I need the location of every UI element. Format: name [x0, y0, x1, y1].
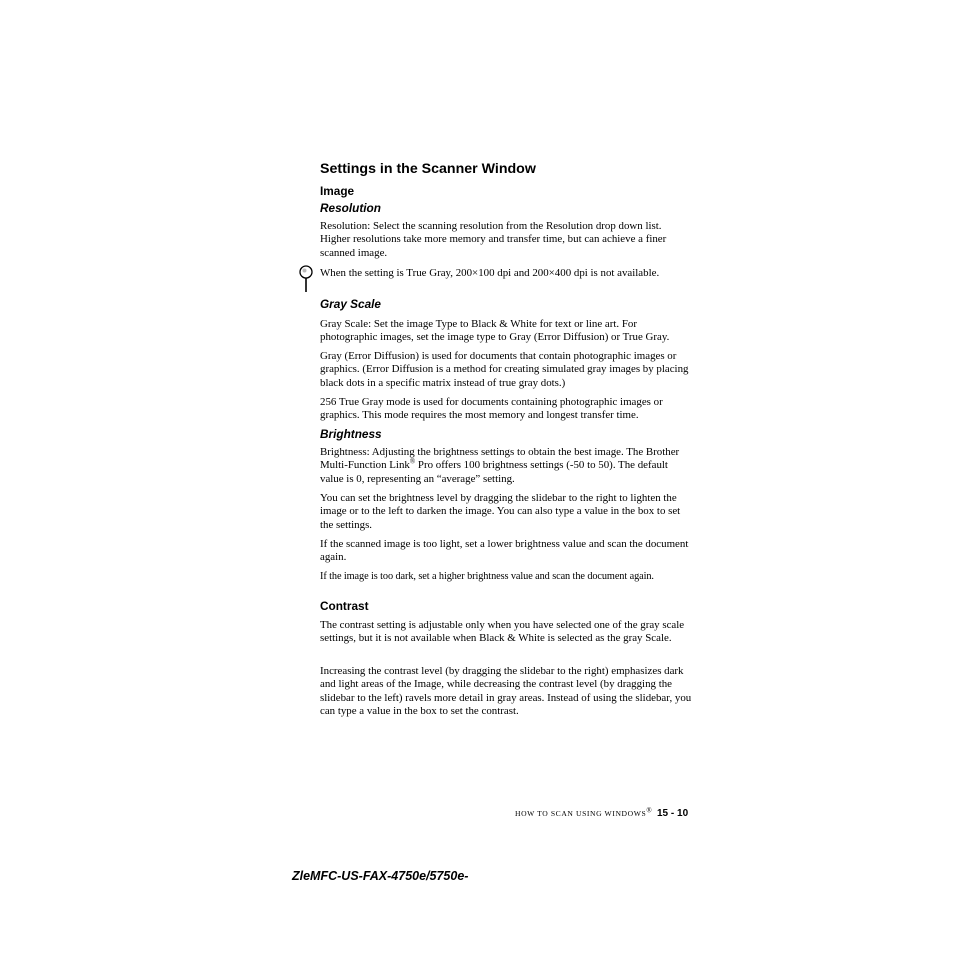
brightness-heading: Brightness: [320, 427, 382, 441]
contrast-paragraph-1: The contrast setting is adjustable only when you have selected one of the gray scale settings, but it is not available when Black & White is selected as the gray Scale.: [320, 619, 685, 645]
grayscale-paragraph-2: Gray (Error Diffusion) is used for documents that contain photographic images or graphics. (Error Diffusion is a method for creating simulated gray images by placing black dots in a specific matrix instead of true gray dots.): [320, 350, 689, 389]
page-number: 15 - 10: [657, 808, 689, 819]
brightness-paragraph-4: If the image is too dark, set a higher brightness value and scan the document again.: [320, 571, 654, 582]
document-id: ZleMFC-US-FAX-4750e/5750e-: [292, 869, 469, 883]
section-title: Settings in the Scanner Window: [320, 161, 536, 177]
brightness-paragraph-1: Brightness: Adjusting the brightness settings to obtain the best image. The Brother Multi-Function Link® Pro offers 100 brightness settings (-50 to 50). The default value is 0, representing an “average” setting.: [320, 446, 680, 485]
running-head: HOW TO SCAN USING WINDOWS®: [515, 806, 653, 818]
resolution-text: Resolution: Select the scanning resolution from the Resolution drop down list. Higher resolutions take more memory and transfer time, but can achieve a finer scanned image.: [320, 220, 667, 259]
note-pin-icon: [298, 265, 314, 293]
grayscale-heading: Gray Scale: [320, 297, 381, 311]
contrast-paragraph-2: Increasing the contrast level (by dragging the slidebar to the right) emphasizes dark and light areas of the Image, while decreasing the contrast level (by dragging the slidebar to the left) ravels more detail in gray areas. Instead of using the slidebar, you can type a value in the box to set the contrast.: [320, 665, 692, 718]
grayscale-paragraph-1: Gray Scale: Set the image Type to Black & White for text or line art. For photographic images, set the image type to Gray (Error Diffusion) or True Gray.: [320, 318, 670, 344]
brightness-paragraph-3: If the scanned image is too light, set a lower brightness value and scan the document again.: [320, 538, 689, 564]
image-heading: Image: [320, 184, 355, 198]
grayscale-paragraph-3: 256 True Gray mode is used for documents containing photographic images or graphics. This mode requires the most memory and longest transfer time.: [320, 396, 663, 422]
resolution-heading: Resolution: [320, 201, 381, 215]
note-text: When the setting is True Gray, 200×100 dpi and 200×400 dpi is not available.: [320, 267, 660, 279]
contrast-heading: Contrast: [320, 599, 369, 613]
brightness-paragraph-2: You can set the brightness level by dragging the slidebar to the right to lighten the image or to the left to darken the image. You can also type a value in the box to set the settings.: [320, 492, 681, 531]
